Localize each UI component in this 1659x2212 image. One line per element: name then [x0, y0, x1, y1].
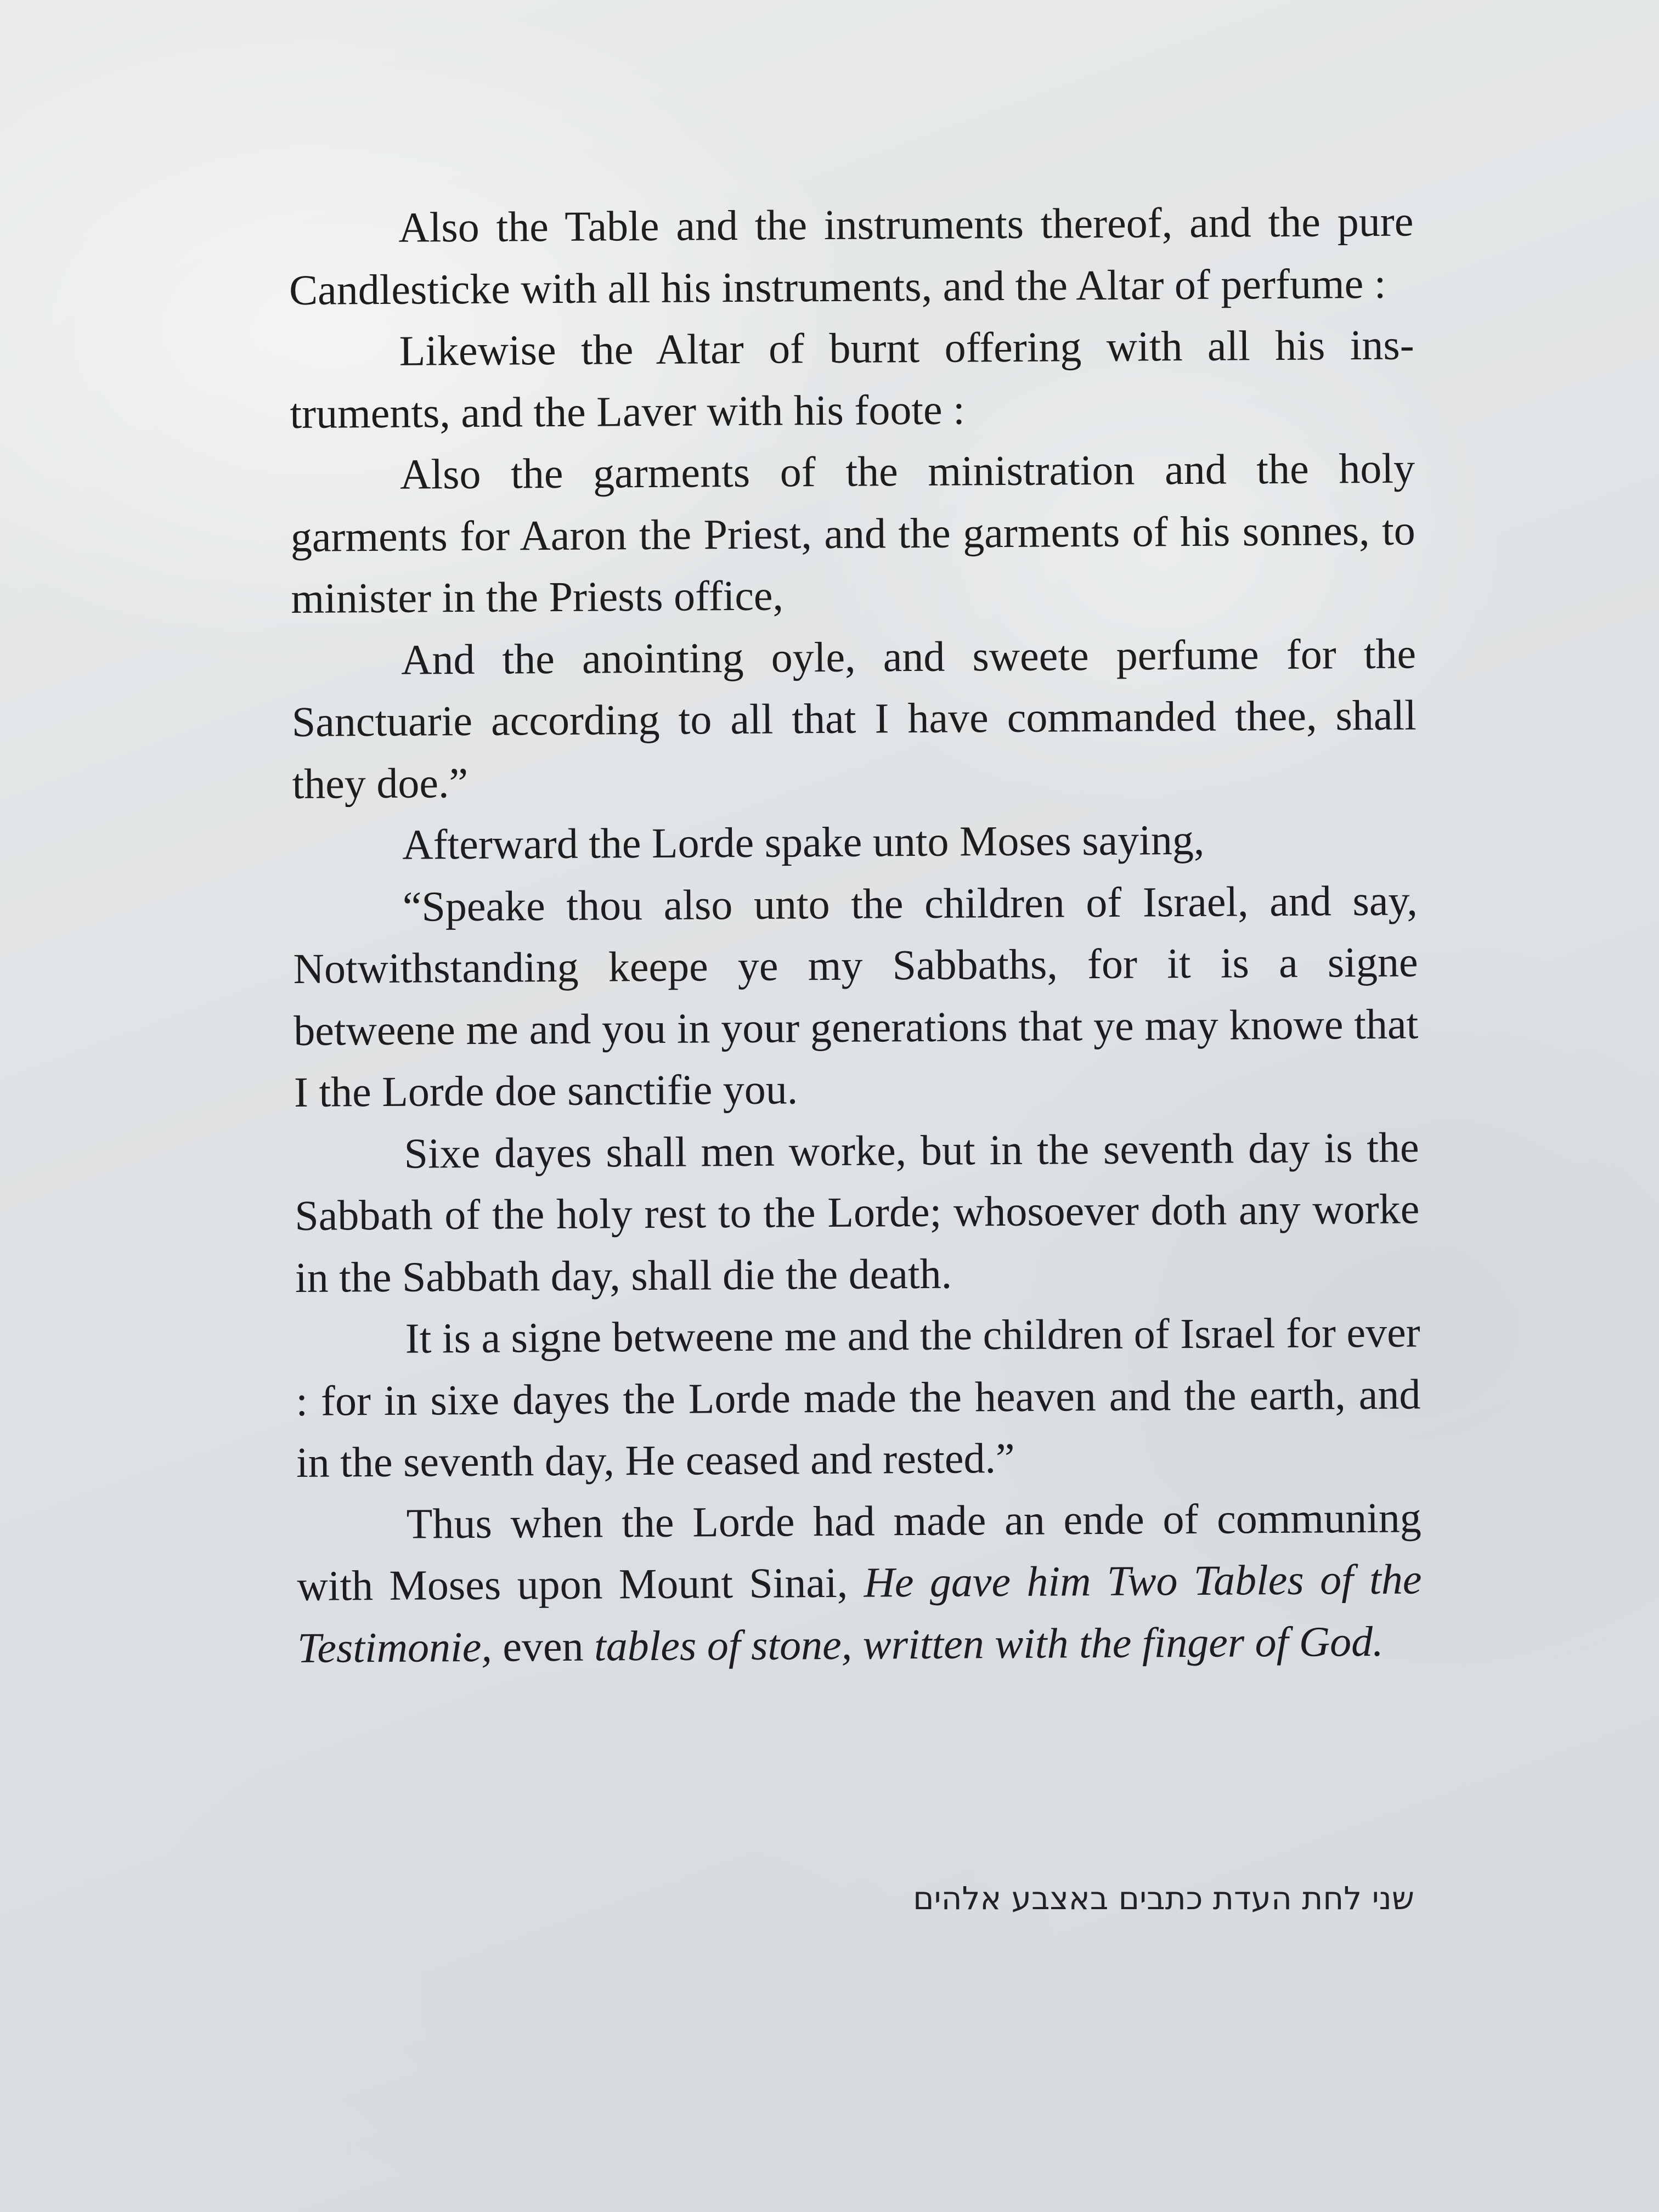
final-text-part1: Thus when the Lorde had made an ende of communing with Moses upon Mount Sinai,	[297, 1493, 1421, 1610]
final-text-part3: even	[503, 1622, 584, 1671]
body-text	[289, 190, 1422, 1678]
paragraph-sixe-dayes-worke: Sixe dayes shall men worke, but in the seventh day is the Sabbath of the holy rest to the Lorde; whosoever doth any worke in the Sabbath day, shall die the death.	[295, 1122, 1420, 1301]
paragraph-altar-burnt-offering: Likewise the Altar of burnt offering with all his ins-truments, and the Laver with his foote :	[290, 320, 1414, 437]
paragraph-sabbaths: “Speake thou also unto the children of Israel, and say, Notwithstanding keepe ye my Sabbaths, for it is a signe betweene me and you in your generations that ye may knowe that I the Lorde doe sanctifie you.	[293, 876, 1419, 1116]
paragraph-anointing-oyle: And the anointing oyle, and sweete perfume for the Sanctuarie according to all that I have commanded thee, shall they doe.”	[291, 629, 1417, 808]
paragraph-lorde-spake: Afterward the Lorde spake unto Moses saying,	[402, 815, 1205, 868]
hebrew-caption: שני לחת העדת כתבים באצבע אלהים	[913, 1880, 1414, 1917]
final-text-italic-tables: He gave him Two Tables of the Testimonie,	[297, 1555, 1422, 1672]
paragraph-garments: Also the garments of the ministration and the holy garments for Aaron the Priest, and the garments of his sonnes, to minister in the Priests office,	[290, 444, 1416, 622]
final-text-italic-stone: tables of stone, written with the finger of God.	[594, 1617, 1384, 1670]
paragraph-table-candlesticke: Also the Table and the instruments thereof, and the pure Candlesticke with all his instruments, and the Altar of perfume :	[289, 197, 1414, 314]
paragraph-two-tables	[296, 1487, 1422, 1679]
paragraph-signe-israel: It is a signe betweene me and the children of Israel for ever : for in sixe dayes the Lorde made the heaven and the earth, and in the seventh day, He ceased and rested.”	[296, 1308, 1421, 1486]
